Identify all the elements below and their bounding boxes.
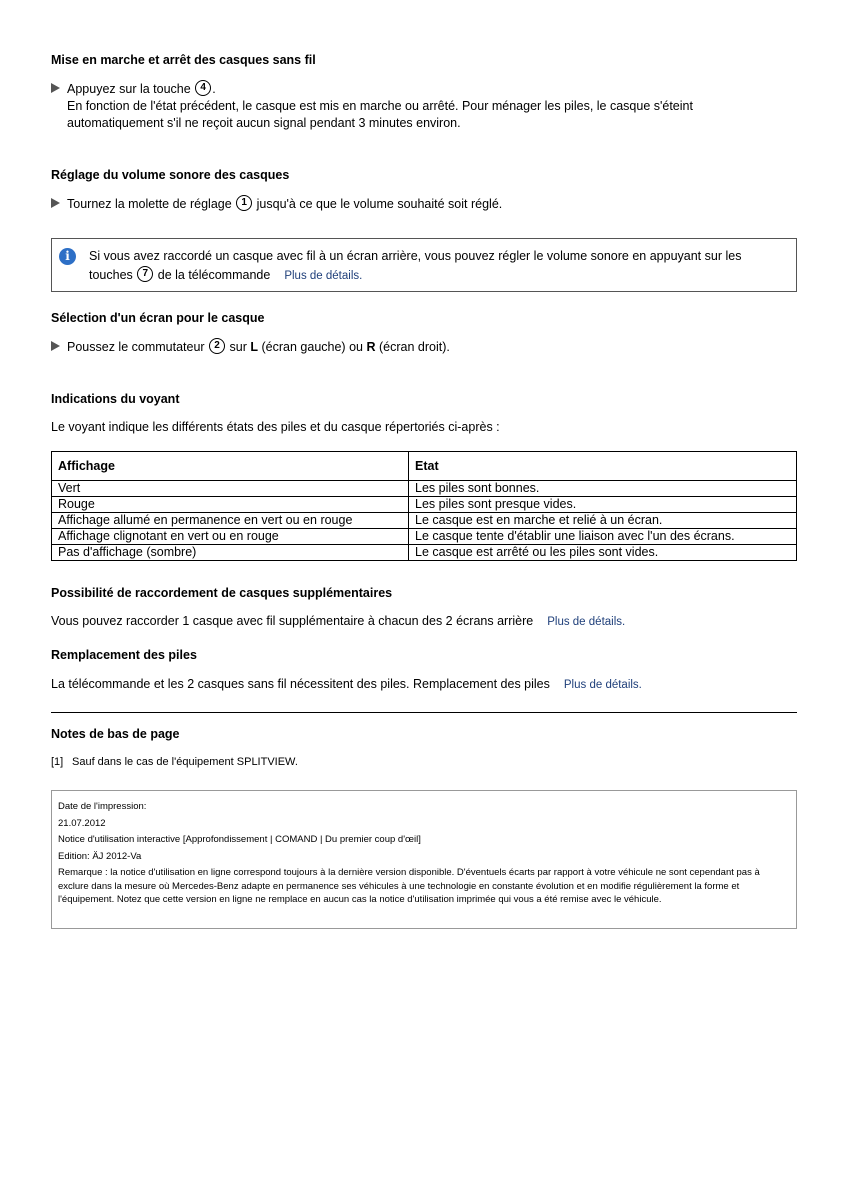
table-cell: Affichage allumé en permanence en vert ou en rouge (52, 513, 409, 529)
screen-step (51, 338, 450, 356)
power-heading: Mise en marche et arrêt des casques sans fil (51, 53, 316, 67)
info-line1: Si vous avez raccordé un casque avec fil à un écran arrière, vous pouvez régler le volume sonore en appuyant sur les (89, 249, 742, 263)
screen-step-mid1: sur (229, 340, 247, 354)
triangle-bullet-icon (51, 341, 60, 351)
info-box (51, 238, 797, 292)
table-row (52, 481, 797, 497)
details-link[interactable]: Plus de détails. (547, 616, 626, 628)
footnotes-heading: Notes de bas de page (51, 727, 180, 741)
screen-step-mid2: (écran gauche) ou (261, 340, 363, 354)
table-header-row (52, 452, 797, 481)
triangle-bullet-icon (51, 83, 60, 93)
table-cell: Les piles sont bonnes. (409, 481, 797, 497)
screen-step-after: (écran droit). (378, 340, 450, 354)
table-cell: Rouge (52, 497, 409, 513)
key-4-icon: 4 (195, 80, 211, 96)
triangle-bullet-icon (51, 198, 60, 208)
info-line2 (89, 266, 362, 282)
table-header-display: Affichage (52, 452, 409, 481)
print-remark: Remarque : la notice d'utilisation en ligne correspond toujours à la dernière version disponible. D'éventuels écarts par rapport à votre véhicule ne sont cependant pas à exclure dans la mesure où Mercedes-Benz adapte en permanence ses véhicules à une technologie en constante évolution et en modifie régulièrement la forme et l'équipement. Notez que cette version en ligne ne remplace en aucun cas la notice d'utilisation imprimée qui vous a été remise avec le véhicule. (58, 867, 760, 905)
power-step-after: . (212, 82, 216, 96)
details-link[interactable]: Plus de détails. (284, 270, 363, 282)
volume-step-after: jusqu'à ce que le volume souhaité soit réglé. (256, 197, 503, 211)
power-step (51, 80, 693, 132)
indicator-heading: Indications du voyant (51, 392, 180, 406)
table-cell: Les piles sont presque vides. (409, 497, 797, 513)
print-info-content (58, 800, 788, 910)
batteries-heading: Remplacement des piles (51, 648, 197, 662)
screen-heading: Sélection d'un écran pour le casque (51, 311, 265, 325)
extra-text-line (51, 614, 625, 628)
footnote-number: [1] (51, 756, 64, 768)
key-2-icon: 2 (209, 338, 225, 354)
info-line2-before: touches (89, 268, 133, 282)
table-cell: Le casque est arrêté ou les piles sont vides. (409, 545, 797, 561)
print-info-box (51, 790, 797, 929)
power-line2: En fonction de l'état précédent, le casque est mis en marche ou arrêté. Pour ménager les piles, le casque s'éteint (67, 99, 693, 113)
table-row (52, 497, 797, 513)
table-cell: Pas d'affichage (sombre) (52, 545, 409, 561)
screen-left-letter: L (250, 340, 259, 354)
batteries-text: La télécommande et les 2 casques sans fil nécessitent des piles. Remplacement des piles (51, 677, 550, 691)
print-notice: Notice d'utilisation interactive [Approfondissement | COMAND | Du premier coup d'œil] (58, 834, 421, 845)
footnote-item (51, 756, 298, 768)
table-row (52, 513, 797, 529)
table-cell: Le casque tente d'établir une liaison avec l'un des écrans. (409, 529, 797, 545)
screen-step-before: Poussez le commutateur (67, 340, 205, 354)
screen-step-text (67, 338, 450, 356)
info-icon: i (59, 248, 76, 265)
details-link[interactable]: Plus de détails. (563, 679, 642, 691)
extra-text: Vous pouvez raccorder 1 casque avec fil supplémentaire à chacun des 2 écrans arrière (51, 614, 534, 628)
print-edition: Edition: ÄJ 2012-Va (58, 850, 142, 862)
table-header-state: Etat (409, 452, 797, 481)
key-7-icon: 7 (137, 266, 153, 282)
extra-heading: Possibilité de raccordement de casques supplémentaires (51, 586, 393, 600)
screen-right-letter: R (366, 340, 376, 354)
key-1-icon: 1 (236, 195, 252, 211)
volume-step-before: Tournez la molette de réglage (67, 197, 232, 211)
power-step-before: Appuyez sur la touche (67, 82, 191, 96)
indicator-intro: Le voyant indique les différents états des piles et du casque répertoriés ci-après : (51, 420, 500, 434)
divider (51, 712, 797, 713)
print-date-label: Date de l'impression: (58, 801, 147, 812)
volume-heading: Réglage du volume sonore des casques (51, 168, 290, 182)
table-cell: Vert (52, 481, 409, 497)
volume-step-text (67, 195, 502, 213)
volume-step (51, 195, 502, 213)
info-line2-after: de la télécommande (157, 268, 271, 282)
print-date: 21.07.2012 (58, 817, 106, 829)
table-row (52, 545, 797, 561)
footnote-text: Sauf dans le cas de l'équipement SPLITVIEW. (72, 756, 298, 768)
batteries-text-line (51, 677, 642, 691)
table-row (52, 529, 797, 545)
indicator-table (51, 451, 797, 561)
power-line3: automatiquement s'il ne reçoit aucun signal pendant 3 minutes environ. (67, 116, 461, 130)
table-cell: Affichage clignotant en vert ou en rouge (52, 529, 409, 545)
power-step-text (67, 80, 693, 98)
table-cell: Le casque est en marche et relié à un écran. (409, 513, 797, 529)
